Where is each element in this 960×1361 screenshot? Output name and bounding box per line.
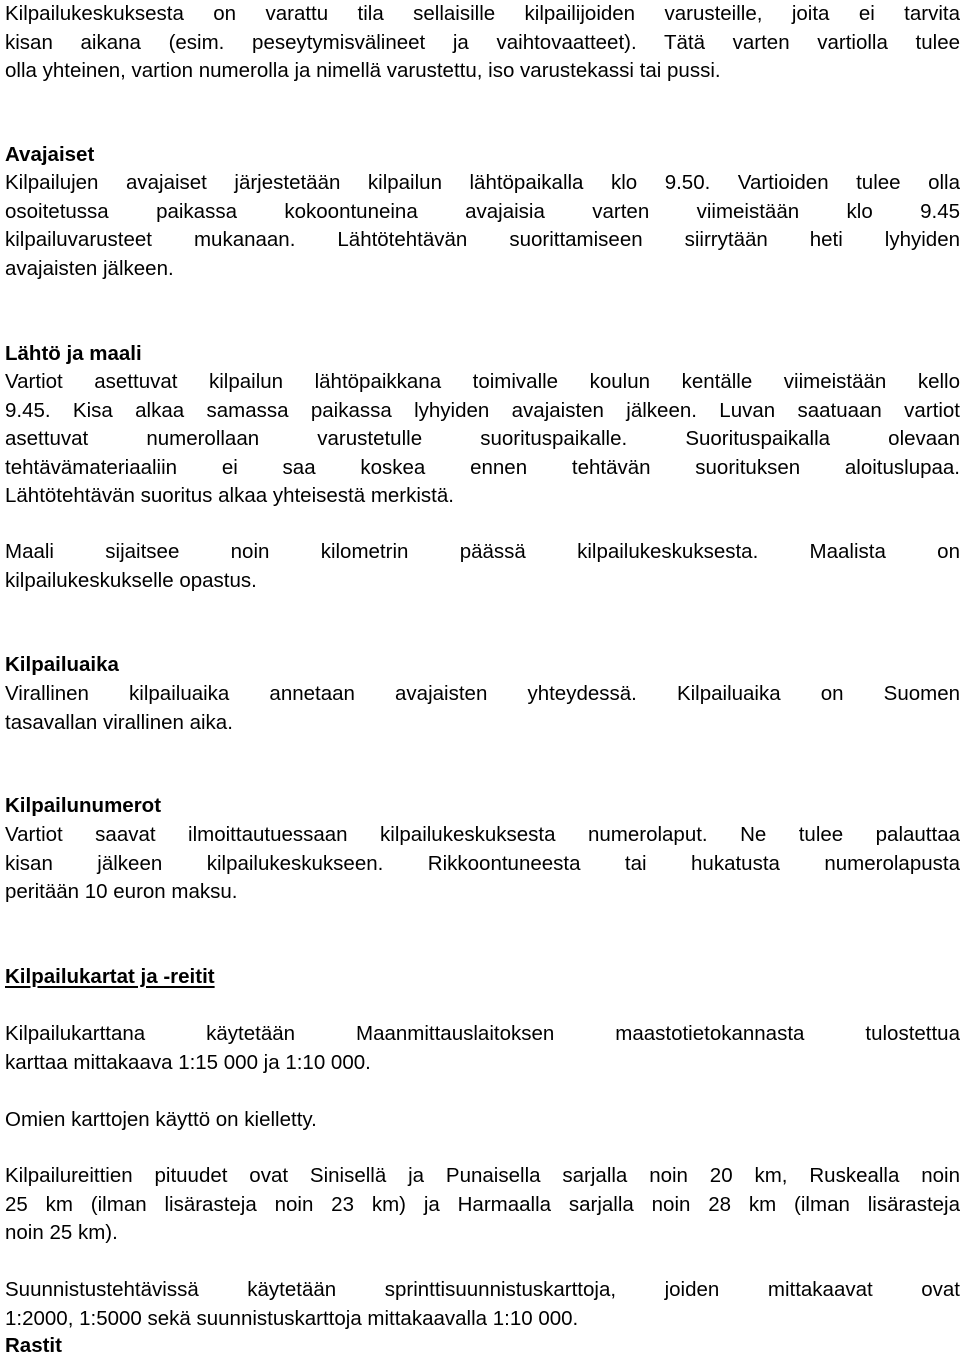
section-heading: [5, 1332, 960, 1361]
heading-text: Lähtö ja maali: [5, 342, 142, 365]
paragraph: [5, 368, 960, 511]
section-heading: [5, 141, 960, 170]
paragraph-line: karttaa mittakaava 1:15 000 ja 1:10 000.: [5, 1050, 371, 1074]
heading-text: Kilpailunumerot: [5, 794, 162, 817]
paragraph-line: kilpailukeskukselle opastus.: [5, 568, 257, 592]
paragraph: [5, 169, 960, 283]
paragraph: [5, 1020, 960, 1077]
paragraph: [5, 1276, 960, 1333]
paragraph: [5, 1162, 960, 1248]
paragraph: [5, 538, 960, 595]
paragraph-line: Suunnistustehtävissä käytetään sprinttisuunnistuskarttoja, joiden mittakaavat ovat: [5, 1278, 960, 1301]
section-heading: [5, 340, 960, 369]
paragraph-line: Kilpailukeskuksesta on varattu tila sellaisille kilpailijoiden varusteille, joita ei tarvita: [5, 2, 960, 25]
paragraph-line: 1:2000, 1:5000 sekä suunnistuskarttoja mittakaavalla 1:10 000.: [5, 1306, 579, 1330]
paragraph-line: kisan jälkeen kilpailukeskukseen. Rikkoontuneesta tai hukatusta numerolapusta: [5, 851, 960, 875]
paragraph-line: asettuvat numerollaan varustetulle suorituspaikalle. Suorituspaikalla olevaan: [5, 427, 960, 451]
paragraph: [5, 821, 960, 907]
paragraph-line: Kilpailujen avajaiset järjestetään kilpailun lähtöpaikalla klo 9.50. Vartioiden tulee olla: [5, 171, 960, 194]
section-heading: [5, 792, 960, 821]
paragraph-line: Kilpailureittien pituudet ovat Sinisellä ja Punaisella sarjalla noin 20 km, Ruskealla noin: [5, 1164, 960, 1187]
heading-text: Kilpailukartat ja -reitit: [5, 965, 215, 988]
heading-text: Kilpailuaika: [5, 653, 119, 676]
section-heading: [5, 963, 960, 992]
section-heading: [5, 651, 960, 680]
heading-text: Avajaiset: [5, 143, 95, 166]
paragraph-line: noin 25 km).: [5, 1221, 118, 1245]
paragraph: [5, 1106, 960, 1135]
paragraph-line: avajaisten jälkeen.: [5, 256, 174, 280]
paragraph: [5, 680, 960, 737]
paragraph-line: Vartiot asettuvat kilpailun lähtöpaikkana toimivalle koulun kentälle viimeistään kello: [5, 370, 960, 393]
paragraph-line: tehtävämateriaaliin ei saa koskea ennen tehtävän suorituksen aloituslupaa.: [5, 455, 960, 479]
paragraph-line: osoitetussa paikassa kokoontuneina avajaisia varten viimeistään klo 9.45: [5, 199, 960, 223]
paragraph-line: Lähtötehtävän suoritus alkaa yhteisestä merkistä.: [5, 484, 454, 508]
paragraph-line: olla yhteinen, vartion numerolla ja nimellä varustettu, iso varustekassi tai pussi.: [5, 59, 721, 83]
heading-text: Rastit: [5, 1334, 62, 1357]
paragraph-line: tasavallan virallinen aika.: [5, 710, 233, 734]
paragraph-line: peritään 10 euron maksu.: [5, 880, 238, 904]
paragraph-line: Kilpailukarttana käytetään Maanmittauslaitoksen maastotietokannasta tulostettua: [5, 1022, 960, 1045]
paragraph-line: Virallinen kilpailuaika annetaan avajaisten yhteydessä. Kilpailuaika on Suomen: [5, 682, 960, 705]
paragraph-line: kisan aikana (esim. peseytymisvälineet ja vaihtovaatteet). Tätä varten vartiolla tulee: [5, 30, 960, 54]
paragraph-line: Maali sijaitsee noin kilometrin päässä kilpailukeskuksesta. Maalista on: [5, 540, 960, 563]
paragraph-line: 25 km (ilman lisärasteja noin 23 km) ja Harmaalla sarjalla noin 28 km (ilman lisärasteja: [5, 1192, 960, 1216]
paragraph-line: 9.45. Kisa alkaa samassa paikassa lyhyiden avajaisten jälkeen. Luvan saatuaan vartiot: [5, 398, 960, 422]
paragraph-line: Omien karttojen käyttö on kielletty.: [5, 1108, 317, 1131]
paragraph-line: Vartiot saavat ilmoittautuessaan kilpailukeskuksesta numerolaput. Ne tulee palauttaa: [5, 823, 960, 846]
paragraph: [5, 0, 960, 86]
paragraph-line: kilpailuvarusteet mukanaan. Lähtötehtävän suorittamiseen siirrytään heti lyhyiden: [5, 228, 960, 252]
